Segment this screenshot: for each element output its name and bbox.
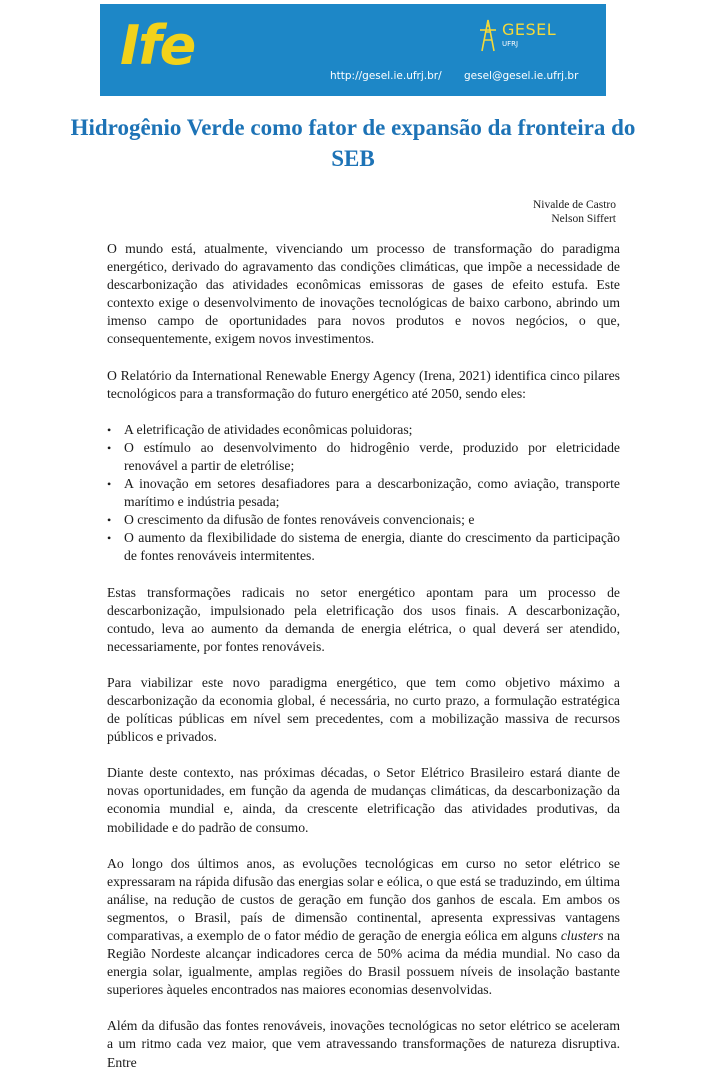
list-item-text: O estímulo ao desenvolvimento do hidrogênio verde, produzido por eletricidade renovável a partir de eletrólise; [124,439,620,473]
paragraph: O mundo está, atualmente, vivenciando um processo de transformação do paradigma energético, derivado do agravamento das condições climáticas, que impõe a necessidade de descarbonização das atividades econômicas emissoras de gases de efeito estufa. Este contexto exige o desenvolvimento de inovações tecnológicas de baixo carbono, abrindo um imenso campo de oportunidades para novos produtos e novos negócios, o que, consequentemente, exigem novos investimentos. [107,241,620,347]
bullet-list [107,421,620,566]
author-name: Nelson Siffert [551,213,616,225]
author-name: Nivalde de Castro [532,199,616,211]
document-title: Hidrogênio Verde como fator de expansão da fronteira do SEB [70,115,636,171]
list-item [107,475,620,511]
bullet-icon: • [107,422,112,437]
paragraph: O Relatório da International Renewable Energy Agency (Irena, 2021) identifica cinco pilares tecnológicos para a transformação do futuro energético até 2050, sendo eles: [107,367,620,401]
italic-term: clusters [560,928,604,943]
list-item [107,511,620,529]
paragraph [107,855,620,1000]
website-link[interactable]: http://gesel.ie.ufrj.br/ [330,70,442,82]
list-item-text: A inovação em setores desafiadores para a descarbonização, como aviação, transporte marítimo e indústria pesada; [124,476,620,510]
email-link[interactable]: gesel@gesel.ie.ufrj.br [464,70,579,82]
list-item [107,439,620,475]
paragraph: Diante deste contexto, nas próximas décadas, o Setor Elétrico Brasileiro estará diante de novas oportunidades, em função da agenda de mudanças climáticas, da descarbonização da economia mundial e, ainda, da crescente eletrificação das atividades produtivas, da mobilidade e do padrão de consumo. [107,765,620,835]
list-item [107,421,620,439]
paragraph: Estas transformações radicais no setor energético apontam para um processo de descarbonização, impulsionado pela eletrificação dos usos finais. A descarbonização, contudo, leva ao aumento da demanda de energia elétrica, o qual deverá ser atendido, necessariamente, por fontes renováveis. [107,584,620,654]
list-item-text: A eletrificação de atividades econômicas poluidoras; [124,421,413,437]
gesel-brand-sub: UFRJ [502,40,519,48]
bullet-icon: • [107,513,112,528]
paragraph: Além da difusão das fontes renováveis, inovações tecnológicas no setor elétrico se aceleram a um ritmo cada vez maior, que vem atravessando transformações de natureza disruptiva. Entre [107,1018,620,1070]
bullet-icon: • [107,531,112,546]
header-banner [100,4,606,96]
document-body [107,240,620,1090]
paragraph-text: Ao longo dos últimos anos, as evoluções tecnológicas em curso no setor elétrico se expressaram na rápida difusão das energias solar e eólica, o que está se traduzindo, em última análise, na redução de custos de geração em função dos ganhos de escala. Em ambos os segmentos, o Brasil, país de dimensão continental, apresenta expressivas vantagens comparativas, a exemplo de o fator médio de geração de energia eólica em alguns [107,855,620,943]
gesel-logo [478,18,568,54]
gesel-tower-icon [478,18,498,52]
paragraph: Para viabilizar este novo paradigma energético, que tem como objetivo máximo a descarbonização da economia global, é necessária, no curto prazo, a formulação estratégica de políticas públicas em nível sem precedentes, com a mobilização massiva de recursos públicos e privados. [107,674,620,745]
bullet-icon: • [107,477,112,492]
banner-links [330,70,578,82]
gesel-brand-name: GESEL [502,20,557,39]
bullet-icon: • [107,440,112,455]
list-item [107,529,620,565]
paragraph-text: na Região Nordeste alcançar indicadores cerca de 50% acima da média mundial. No caso da energia solar, igualmente, amplas regiões do Brasil possuem níveis de insolação bastante superiores àqueles encontrados nas maiores economias desenvolvidas. [107,928,621,998]
list-item-text: O aumento da flexibilidade do sistema de energia, diante do crescimento da participação de fontes renováveis intermitentes. [124,530,620,564]
authors-block [533,198,616,226]
ife-logo: Ife [120,14,195,77]
list-item-text: O crescimento da difusão de fontes renováveis convencionais; e [124,512,475,528]
